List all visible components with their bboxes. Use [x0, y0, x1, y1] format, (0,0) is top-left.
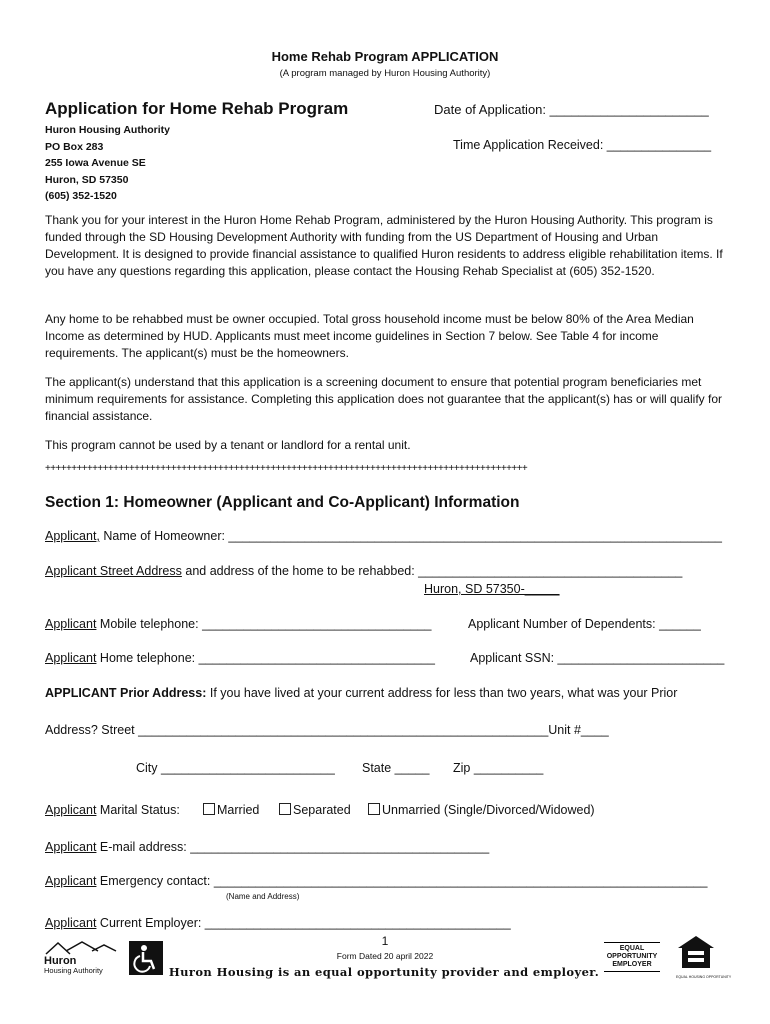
- applicant-label: Applicant: [45, 874, 97, 888]
- eligibility-paragraph: Any home to be rehabbed must be owner occupied. Total gross household income must be below 80% of the Area Median Income as determined by HUD. Applicants must meet income guidelines in Section 7 below. See Table 4 for income requirements. The applicant(s) must be the homeowners.: [45, 312, 694, 360]
- page-number: 1: [381, 934, 389, 948]
- fixed-city-text: Huron, SD 57350-_____: [424, 582, 560, 596]
- eoe-line-3: EMPLOYER: [612, 961, 652, 968]
- logo-name: Huron: [44, 955, 77, 967]
- mobile-telephone-field[interactable]: [45, 617, 431, 631]
- current-employer-field[interactable]: [45, 916, 511, 930]
- mobile-telephone-line: Mobile telephone: _________________________________: [96, 617, 432, 631]
- form-date: Form Dated 20 april 2022: [336, 951, 434, 961]
- org-name: Huron Housing Authority: [45, 124, 171, 136]
- prior-address-prompt: [45, 686, 677, 700]
- email-line: E-mail address: ___________________________________________: [96, 840, 490, 854]
- applicant-label: Applicant: [45, 840, 97, 854]
- org-city: Huron, SD 57350: [45, 173, 129, 186]
- section-1-heading: Section 1: Homeowner (Applicant and Co-Applicant) Information: [45, 494, 520, 511]
- street-address-line: and address of the home to be rehabbed: ______________________________________: [181, 564, 683, 578]
- zip-extension-field[interactable]: [424, 582, 560, 596]
- prior-address-label: APPLICANT Prior Address:: [45, 686, 207, 700]
- document-title: Home Rehab Program APPLICATION: [271, 49, 499, 64]
- emergency-contact-field[interactable]: [45, 874, 725, 888]
- prior-city-field[interactable]: City _________________________: [136, 761, 335, 775]
- prior-state-field[interactable]: State _____: [362, 761, 430, 775]
- checkbox-icon: [368, 803, 380, 815]
- checkbox-separated[interactable]: [279, 803, 351, 817]
- org-po-box: PO Box 283: [45, 140, 104, 153]
- equal-housing-icon: [676, 934, 716, 970]
- checkbox-married[interactable]: [203, 803, 259, 817]
- prior-address-text: If you have lived at your current address for less than two years, what was your Prior: [206, 686, 678, 700]
- street-address-field[interactable]: [45, 564, 725, 578]
- applicant-label: Applicant: [45, 617, 97, 631]
- checkbox-unmarried[interactable]: [368, 803, 595, 817]
- marital-status-text: Marital Status:: [96, 803, 180, 817]
- separated-label: Separated: [293, 803, 351, 817]
- applicant-label: Applicant: [45, 916, 97, 930]
- emergency-contact-line: Emergency contact: _______________________________________________________________________: [96, 874, 708, 888]
- eho-caption: EQUAL HOUSING OPPORTUNITY: [676, 975, 732, 979]
- checkbox-icon: [203, 803, 215, 815]
- homeowner-name-line: Name of Homeowner: _______________________________________________________________________: [99, 529, 723, 543]
- married-label: Married: [217, 803, 260, 817]
- home-telephone-field[interactable]: [45, 651, 435, 665]
- prior-street-field[interactable]: Address? Street ___________________________________________________________Unit #____: [45, 723, 609, 737]
- checkbox-icon: [279, 803, 291, 815]
- current-employer-line: Current Employer: ____________________________________________: [96, 916, 511, 930]
- intro-paragraph: Thank you for your interest in the Huron Home Rehab Program, administered by the Huron Housing Authority. This program is funded through the SD Housing Development Authority with funding from the US Department of Housing and Urban Development. It is designed to provide financial assistance to qualified Huron residents to address eligible rehabilitation items. If you have any questions regarding this application, please contact the Housing Rehab Specialist at (605) 352-1520.: [45, 213, 723, 278]
- name-address-note: (Name and Address): [226, 892, 300, 901]
- logo-subname: Housing Authority: [44, 966, 103, 975]
- document-subtitle: (A program managed by Huron Housing Authority): [279, 68, 491, 79]
- marital-status-label: [45, 803, 180, 817]
- separator-line: ++++++++++++++++++++++++++++++++++++++++++++++++++++++++++++++++++++++++++++++++++++++++++++: [45, 463, 528, 474]
- org-street: 255 Iowa Avenue SE: [45, 157, 146, 169]
- homeowner-name-field[interactable]: [45, 529, 725, 543]
- application-heading: Application for Home Rehab Program: [45, 99, 349, 118]
- eoe-line-1: EQUAL: [619, 945, 645, 952]
- rental-restriction-paragraph: This program cannot be used by a tenant or landlord for a rental unit.: [45, 438, 411, 452]
- street-address-label: Applicant Street Address: [45, 564, 182, 578]
- time-received-field[interactable]: Time Application Received: _______________: [453, 138, 712, 152]
- dependents-field[interactable]: Applicant Number of Dependents: ______: [468, 617, 701, 631]
- eoe-line-2: OPPORTUNITY: [606, 953, 658, 960]
- equal-opportunity-employer-badge: [604, 942, 660, 972]
- ssn-field[interactable]: Applicant SSN: ________________________: [470, 651, 725, 665]
- organization-address: [45, 122, 170, 205]
- unmarried-label: Unmarried (Single/Divorced/Widowed): [382, 803, 595, 817]
- email-field[interactable]: [45, 840, 489, 854]
- screening-paragraph: The applicant(s) understand that this application is a screening document to ensure that potential program beneficiaries met minimum requirements for assistance. Completing this application does not guarantee that the applicant(s) has or will qualify for financial assistance.: [45, 375, 723, 423]
- prior-zip-field[interactable]: Zip __________: [453, 761, 544, 775]
- date-of-application-field[interactable]: Date of Application: ______________________: [434, 102, 709, 117]
- home-telephone-line: Home telephone: __________________________________: [96, 651, 435, 665]
- equal-opportunity-statement: Huron Housing is an equal opportunity provider and employer.: [168, 965, 600, 979]
- equal-housing-opportunity-logo: [676, 934, 732, 979]
- applicant-label: Applicant: [45, 651, 97, 665]
- org-phone: (605) 352-1520: [45, 190, 117, 202]
- applicant-label: Applicant: [45, 803, 97, 817]
- applicant-label: Applicant,: [45, 529, 100, 543]
